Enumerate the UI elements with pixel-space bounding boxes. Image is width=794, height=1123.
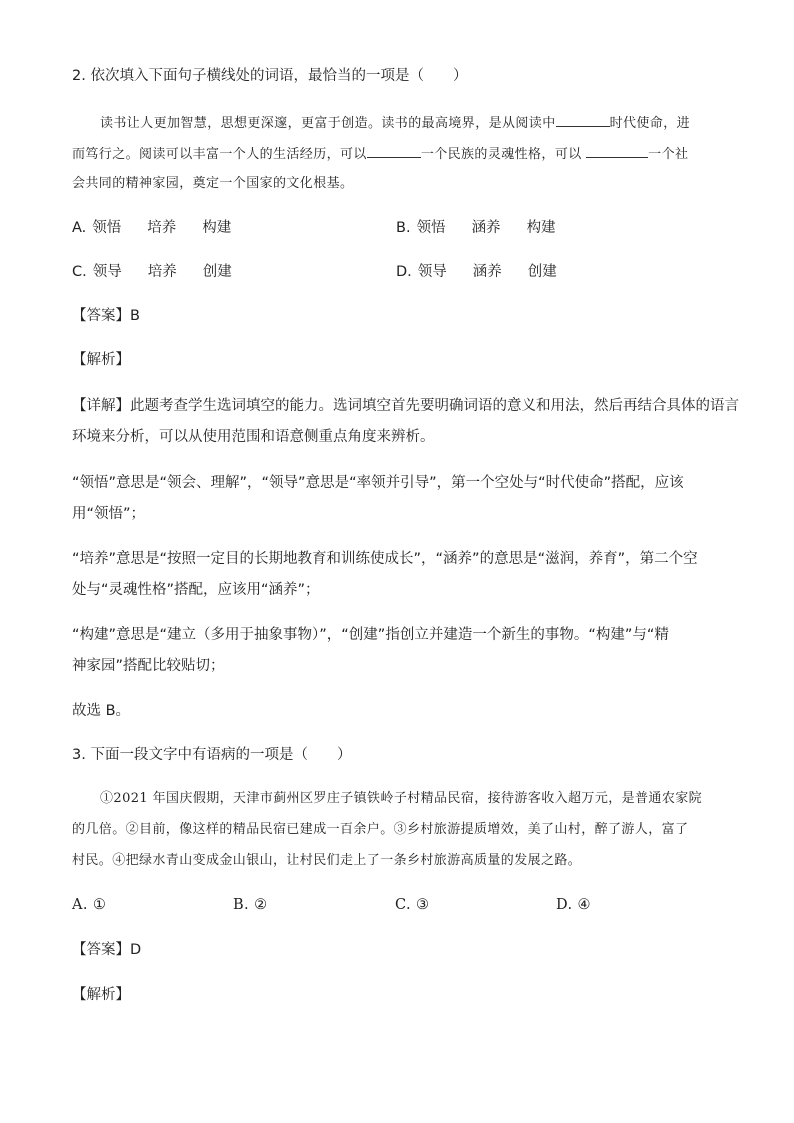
q2-explain-3-line-2: 神家园”搭配比较贴切； [72, 658, 225, 674]
fill-blank-3 [586, 143, 648, 158]
fill-blank-2 [367, 143, 421, 158]
fill-blank-1 [556, 112, 610, 127]
option-b [396, 218, 556, 238]
q3-answer: 【答案】D [72, 942, 142, 958]
option-word: 领悟 [92, 220, 122, 236]
q2-analysis-label: 【解析】 [72, 352, 130, 368]
option-d [396, 262, 557, 282]
q3-option-b: B. ② [233, 897, 268, 913]
q3-analysis-label: 【解析】 [72, 987, 130, 1003]
option-word: 构建 [202, 220, 232, 236]
q2-explain-2-line-1: “培养”意思是“按照一定目的长期地教育和训练使成长”，“涵养”的意思是“滋润，养育”，第二个空 [72, 551, 698, 567]
q2-explain-1-line-2: 用“领悟”； [72, 506, 146, 522]
option-word: 培养 [147, 220, 177, 236]
question-3-title: 3. 下面一段文字中有语病的一项是（ ） [72, 747, 352, 763]
q2-passage-text: 一个社 [648, 147, 689, 162]
option-word: 创建 [202, 264, 232, 280]
q3-passage-line-1: ①2021 年国庆假期，天津市蓟州区罗庄子镇铁岭子村精品民宿，接待游客收入超万元，是普通农家院 [100, 791, 703, 806]
q2-passage-text: 一个民族的灵魂性格，可以 [420, 147, 582, 162]
option-letter: A. [72, 220, 87, 236]
option-word: 涵养 [471, 220, 501, 236]
option-letter: D. [396, 264, 412, 280]
q2-detail-line-1: 【详解】此题考查学生选词填空的能力。选词填空首先要明确词语的意义和用法，然后再结合具体的语言 [72, 398, 739, 414]
q3-passage-line-2: 的几倍。②目前，像这样的精品民宿已建成一百余户。③乡村旅游提质增效，美了山村，醉了游人，富了 [72, 822, 689, 837]
option-letter: C. [72, 264, 87, 280]
q3-option-c: C. ③ [395, 897, 430, 913]
option-word: 领导 [92, 264, 122, 280]
q3-option-a: A. ① [72, 897, 107, 913]
q3-option-d: D. ④ [556, 897, 591, 913]
option-word: 培养 [147, 264, 177, 280]
q3-passage-line-3: 村民。④把绿水青山变成金山银山，让村民们走上了一条乡村旅游高质量的发展之路。 [72, 853, 582, 868]
option-letter: B. [396, 220, 411, 236]
option-word: 领悟 [416, 220, 446, 236]
q2-conclusion: 故选 B。 [72, 703, 131, 719]
q2-explain-3-line-1: “构建”意思是“建立（多用于抽象事物）”，“创建”指创立并建造一个新生的事物。“构建”与“精 [72, 627, 669, 643]
option-c [72, 262, 232, 282]
question-2-title: 2. 依次填入下面句子横线处的词语，最恰当的一项是（ ） [72, 68, 468, 84]
q2-detail-line-2: 环境来分析，可以从使用范围和语意侧重点角度来辨析。 [72, 429, 435, 445]
option-word: 领导 [417, 264, 447, 280]
option-word: 涵养 [472, 264, 502, 280]
q2-passage-text: 读书让人更加智慧，思想更深邃，更富于创造。读书的最高境界，是从阅读中 [100, 116, 556, 131]
q2-passage-line-2 [72, 143, 688, 165]
option-word: 创建 [527, 264, 557, 280]
q2-passage-text: 时代使命，进 [609, 116, 691, 131]
q2-explain-2-line-2: 处与“灵魂性格”搭配，应该用“涵养”； [72, 582, 320, 598]
q2-passage-line-1 [100, 112, 690, 134]
option-a [72, 218, 231, 238]
q2-explain-1-line-1: “领悟”意思是“领会、理解”，“领导”意思是“率领并引导”，第一个空处与“时代使命”搭配，应该 [72, 475, 684, 491]
q2-passage-text: 而笃行之。阅读可以丰富一个人的生活经历，可以 [72, 147, 367, 162]
q2-passage-line-3: 会共同的精神家园，奠定一个国家的文化根基。 [72, 176, 354, 191]
option-word: 构建 [526, 220, 556, 236]
q2-answer: 【答案】B [72, 308, 140, 324]
